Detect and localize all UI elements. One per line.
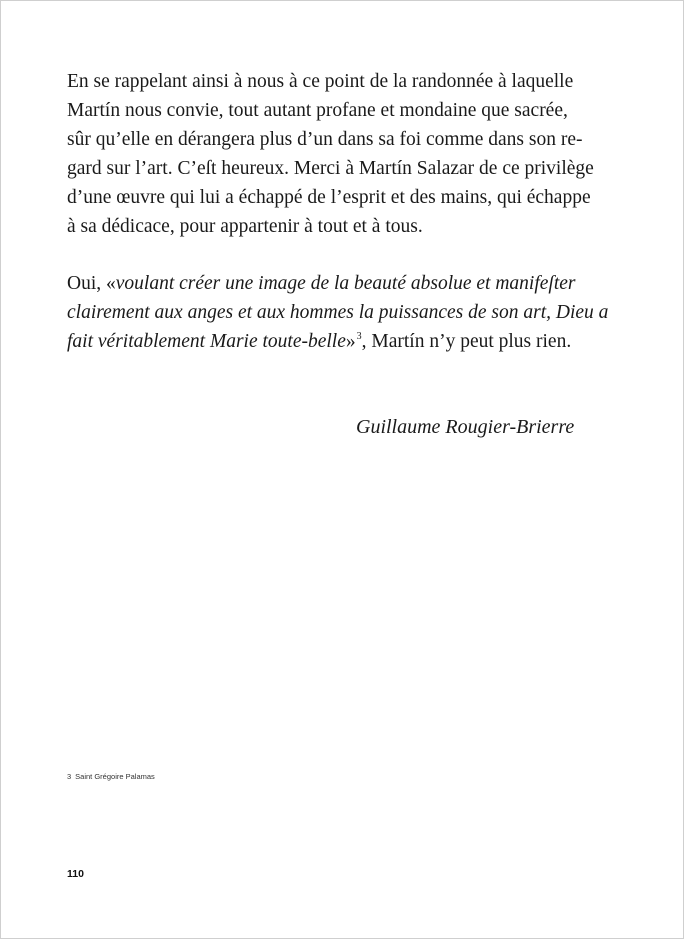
- paragraph-2: [67, 269, 619, 356]
- paragraph-2-line-3: [67, 327, 619, 356]
- quote-text: clairement aux anges et aux hommes la puissances de son art, Dieu a: [67, 302, 609, 323]
- quote-opening: Oui, «: [67, 273, 116, 294]
- paragraph-2-ending: , Martín n’y peut plus rien.: [361, 331, 572, 352]
- paragraph-1-line: gard sur l’art. C’eſt heureux. Merci à Martín Salazar de ce privilège: [67, 158, 594, 179]
- paragraph-1-line: sûr qu’elle en dérangera plus d’un dans sa foi comme dans son re-: [67, 129, 583, 150]
- paragraph-1-line: d’une œuvre qui lui a échappé de l’esprit et des mains, qui échappe: [67, 187, 591, 208]
- footnote-text: Saint Grégoire Palamas: [75, 772, 155, 781]
- paragraph-1-line: En se rappelant ainsi à nous à ce point de la randonnée à laquelle: [67, 71, 574, 92]
- page-number: 110: [67, 868, 84, 880]
- paragraph-1-line: Martín nous convie, tout autant profane et mondaine que sacrée,: [67, 100, 568, 121]
- quote-text: fait véritablement Marie toute-belle: [67, 331, 346, 352]
- quote-closing: »: [345, 331, 356, 352]
- paragraph-2-line-1: [67, 269, 619, 298]
- footnote-number: 3: [67, 772, 72, 781]
- footnote-reference[interactable]: 3: [356, 331, 362, 342]
- quote-text: voulant créer une image de la beauté absolue et manifeſter: [115, 273, 576, 294]
- author-signature: Guillaume Rougier-Brierre: [356, 416, 575, 438]
- paragraph-1-line: à sa dédicace, pour appartenir à tout et à tous.: [67, 216, 423, 237]
- footnote: [67, 772, 155, 782]
- paragraph-1: [67, 67, 619, 241]
